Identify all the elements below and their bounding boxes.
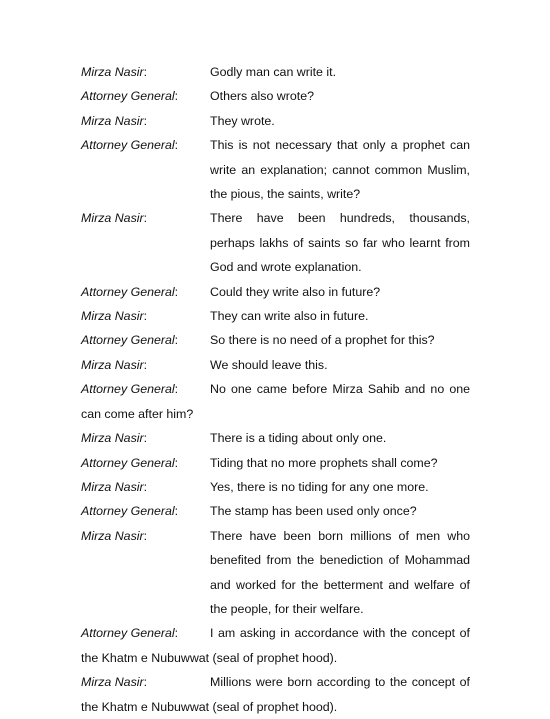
speaker-name: Attorney General: [81, 284, 179, 299]
dialogue-text: The stamp has been used only once? [210, 504, 417, 519]
transcript-entry [81, 328, 470, 352]
dialogue-text: This is not necessary that only a prophet can write an explanation; cannot common Muslim, the pious, the saints, write? [210, 138, 470, 202]
transcript-entry [81, 60, 470, 84]
speaker-name: Attorney General: [81, 626, 179, 641]
speaker-name: Attorney General: [81, 89, 179, 104]
transcript-entry [81, 84, 470, 108]
speaker-name: Mirza Nasir: [81, 675, 148, 690]
transcript-entry [81, 109, 470, 133]
dialogue-text: They wrote. [210, 113, 275, 128]
speaker-name: Mirza Nasir: [81, 309, 148, 324]
dialogue-text: Tiding that no more prophets shall come? [210, 455, 438, 470]
transcript-entry [81, 280, 470, 304]
speaker-name: Mirza Nasir: [81, 211, 148, 226]
speaker-name: Attorney General: [81, 333, 179, 348]
transcript-entry [81, 621, 470, 670]
speaker-name: Mirza Nasir: [81, 431, 148, 446]
dialogue-text: Godly man can write it. [210, 65, 337, 79]
dialogue-text: No one came before Mirza Sahib and no one can come after him? [81, 382, 470, 421]
speaker-name: Attorney General: [81, 138, 179, 153]
transcript-entry [81, 451, 470, 475]
speaker-name: Attorney General: [81, 504, 179, 519]
transcript-entry [81, 524, 470, 622]
speaker-name: Mirza Nasir: [81, 479, 148, 494]
transcript-entry [81, 475, 470, 499]
dialogue-text: Millions were born according to the concept of the Khatm e Nubuwwat (seal of prophet hood). [81, 675, 470, 714]
dialogue-text: Could they write also in future? [210, 284, 381, 299]
speaker-name: Mirza Nasir: [81, 113, 148, 128]
transcript-entry [81, 426, 470, 450]
transcript-page [81, 60, 470, 719]
dialogue-text: We should leave this. [210, 357, 328, 372]
speaker-name: Mirza Nasir: [81, 357, 148, 372]
transcript-entry [81, 377, 470, 426]
speaker-name: Attorney General: [81, 455, 179, 470]
transcript-entry [81, 206, 470, 279]
transcript-entry [81, 499, 470, 523]
dialogue-text: Others also wrote? [210, 89, 314, 104]
dialogue-text: They can write also in future. [210, 309, 369, 324]
speaker-name: Mirza Nasir: [81, 65, 148, 79]
dialogue-text: So there is no need of a prophet for this? [210, 333, 435, 348]
dialogue-text: There have been born millions of men who benefited from the benediction of Mohammad and worked for the betterment and welfare of the people, for their welfare. [210, 528, 470, 616]
dialogue-text: Yes, there is no tiding for any one more. [210, 479, 429, 494]
dialogue-text: There have been hundreds, thousands, perhaps lakhs of saints so far who learnt from God and wrote explanation. [210, 211, 470, 275]
dialogue-text: There is a tiding about only one. [210, 431, 387, 446]
dialogue-text: I am asking in accordance with the concept of the Khatm e Nubuwwat (seal of prophet hood). [81, 626, 470, 665]
transcript-entry [81, 304, 470, 328]
transcript-entry [81, 133, 470, 206]
transcript-entry [81, 353, 470, 377]
speaker-name: Attorney General: [81, 382, 179, 397]
speaker-name: Mirza Nasir: [81, 528, 148, 543]
